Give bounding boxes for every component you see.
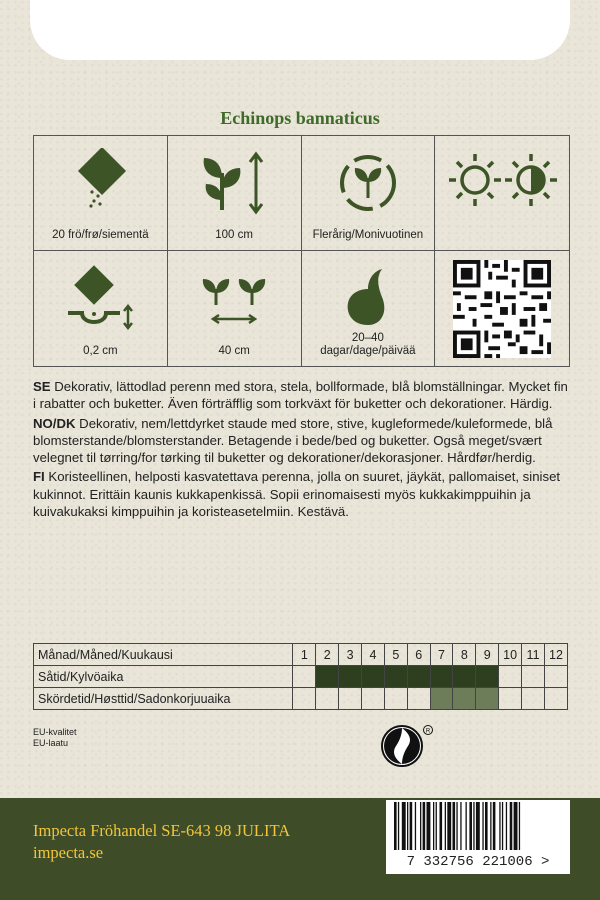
barcode-bar: [410, 802, 413, 850]
company-website[interactable]: impecta.se: [33, 843, 104, 862]
harvest-month-cell: [453, 688, 476, 710]
seed-packet-icon: [65, 148, 135, 218]
month-8: 8: [453, 644, 476, 666]
harvest-month-cell: [499, 688, 522, 710]
harvest-month-cell: [384, 688, 407, 710]
month-3: 3: [339, 644, 362, 666]
barcode-bar: [519, 802, 520, 850]
species-name: Echinops bannaticus: [220, 108, 380, 128]
barcode-bar: [407, 802, 408, 850]
germination-days-label: 20–40: [351, 332, 384, 344]
company-address: Impecta Fröhandel SE-643 98 JULITA: [33, 821, 291, 840]
eu-quality-note: [33, 727, 77, 749]
sowing-month-cell: [407, 666, 430, 688]
barcode-bar: [510, 802, 513, 850]
barcode-bars: [386, 800, 570, 852]
barcode-bar: [427, 802, 431, 850]
barcode-bar: [402, 802, 406, 850]
sowing-month-cell: [499, 666, 522, 688]
plant-spacing-icon: [194, 263, 274, 333]
sowing-calendar: [33, 643, 568, 710]
description-no: [33, 415, 573, 467]
sowing-month-cell: [545, 666, 568, 688]
sowing-depth-label: 0,2 cm: [83, 345, 118, 357]
green-dot-recycle-icon: [380, 722, 436, 770]
sowing-month-cell: [339, 666, 362, 688]
qr-cell: [435, 251, 569, 366]
barcode-bar: [473, 802, 474, 850]
germination-unit-label: dagar/dage/päivää: [320, 345, 416, 357]
svg-text:R: R: [425, 728, 431, 735]
description-fi-text: Koristeellinen, helposti kasvatettava perenna, jolla on suuret, jäykät, pallomaiset, siniset kukinnot. Erittäin kaunis kukkapenkissä. Sopii erinomaisesti myös kukkakimppuihin ja kuivakukaksi kimppuihin ja koristeasetelmiin. Kestävä.: [33, 469, 561, 520]
harvest-month-cell: [293, 688, 316, 710]
month-6: 6: [407, 644, 430, 666]
barcode-bar: [476, 802, 480, 850]
barcode-bar: [485, 802, 488, 850]
sowing-row-label: Såtid/Kylvöaika: [34, 666, 293, 688]
barcode-bar: [447, 802, 451, 850]
eu-quality-line2: EU-laatu: [33, 738, 69, 748]
description-se: [33, 378, 573, 413]
sun-exposure-cell: [435, 136, 569, 251]
plant-height-icon: [194, 148, 274, 218]
barcode-bar: [420, 802, 421, 850]
perennial-cell: [302, 136, 436, 251]
sun-halfsun-icon: [443, 148, 561, 218]
sowing-month-cell: [453, 666, 476, 688]
lang-tag-fi: FI: [33, 469, 45, 485]
lang-tag-se: SE: [33, 379, 51, 394]
sowing-month-cell: [362, 666, 385, 688]
barcode-bar: [423, 802, 426, 850]
perennial-cycle-icon: [333, 148, 403, 218]
barcode-bar: [493, 802, 496, 850]
barcode-bar: [398, 802, 399, 850]
barcode-bar: [482, 802, 483, 850]
barcode-bar: [433, 802, 434, 850]
month-5: 5: [384, 644, 407, 666]
seed-count-cell: [34, 136, 168, 251]
harvest-month-cell: [430, 688, 453, 710]
barcode-bar: [394, 802, 397, 850]
month-10: 10: [499, 644, 522, 666]
qr-code-icon[interactable]: [453, 260, 551, 358]
harvest-month-cell: [522, 688, 545, 710]
barcode-bar: [460, 802, 461, 850]
month-7: 7: [430, 644, 453, 666]
plant-height-label: 100 cm: [215, 229, 253, 241]
description-se-text: Dekorativ, lättodlad perenn med stora, stela, bollformade, blå blomställningar. Mycket fin i rabatter och buketter. Även förträfflig som torkväxt för buketter och dekorationer. Härdig.: [33, 379, 568, 412]
month-11: 11: [522, 644, 545, 666]
harvest-row-label: Skördetid/Høsttid/Sadonkorjuuaika: [34, 688, 293, 710]
harvest-month-cell: [476, 688, 499, 710]
plant-spacing-label: 40 cm: [218, 345, 250, 357]
plant-spacing-cell: [168, 251, 302, 366]
barcode-bar: [514, 802, 518, 850]
harvest-month-cell: [339, 688, 362, 710]
harvest-month-cell: [316, 688, 339, 710]
barcode-bar: [469, 802, 472, 850]
lang-tag-no: NO/DK: [33, 415, 76, 431]
barcode-bar: [506, 802, 507, 850]
company-info: [33, 820, 290, 864]
barcode-bar: [456, 802, 457, 850]
calendar-row-harvest: [34, 688, 568, 710]
seed-count-label: 20 frö/frø/siementä: [52, 229, 149, 241]
description-no-text: Dekorativ, nem/lettdyrket staude med store, stive, kugleformede/kuleformede, blå blomsterstande/blomsterstander. Betagende i bede/bed og buketter. Også meget/svært velegnet til tørring/for tørking til buketter og dekorationer/dekorasjoner. Hårdfør/herdig.: [33, 415, 553, 466]
sowing-depth-icon: [60, 263, 140, 333]
barcode-bar: [499, 802, 500, 850]
barcode-bar: [453, 802, 456, 850]
info-icon-grid: [33, 135, 570, 367]
month-12: 12: [545, 644, 568, 666]
barcode-bar: [466, 802, 467, 850]
sowing-month-cell: [384, 666, 407, 688]
barcode-bar: [502, 802, 503, 850]
germination-cell: [302, 251, 436, 366]
eu-quality-line1: EU-kvalitet: [33, 727, 77, 737]
month-1: 1: [293, 644, 316, 666]
germination-icon: [338, 263, 398, 327]
barcode-digits: 7 332756 221006 >: [386, 852, 570, 872]
sowing-month-cell: [293, 666, 316, 688]
barcode-bar: [415, 802, 416, 850]
sowing-month-cell: [430, 666, 453, 688]
month-2: 2: [316, 644, 339, 666]
calendar-row-sowing: [34, 666, 568, 688]
calendar-header-row: [34, 644, 568, 666]
harvest-month-cell: [362, 688, 385, 710]
barcode-bar: [440, 802, 443, 850]
lifecycle-label: Flerårig/Monivuotinen: [312, 229, 424, 241]
sowing-depth-cell: [34, 251, 168, 366]
month-4: 4: [362, 644, 385, 666]
harvest-month-cell: [545, 688, 568, 710]
barcode-bar: [436, 802, 437, 850]
sowing-month-cell: [522, 666, 545, 688]
description-block: [33, 378, 573, 522]
description-fi: [33, 468, 573, 520]
sowing-month-cell: [476, 666, 499, 688]
barcode-bar: [445, 802, 446, 850]
calendar-header-label: Månad/Måned/Kuukausi: [34, 644, 293, 666]
barcode-bar: [490, 802, 491, 850]
harvest-month-cell: [407, 688, 430, 710]
sowing-month-cell: [316, 666, 339, 688]
plant-height-cell: [168, 136, 302, 251]
hang-tab-cutout: [30, 0, 570, 60]
month-9: 9: [476, 644, 499, 666]
